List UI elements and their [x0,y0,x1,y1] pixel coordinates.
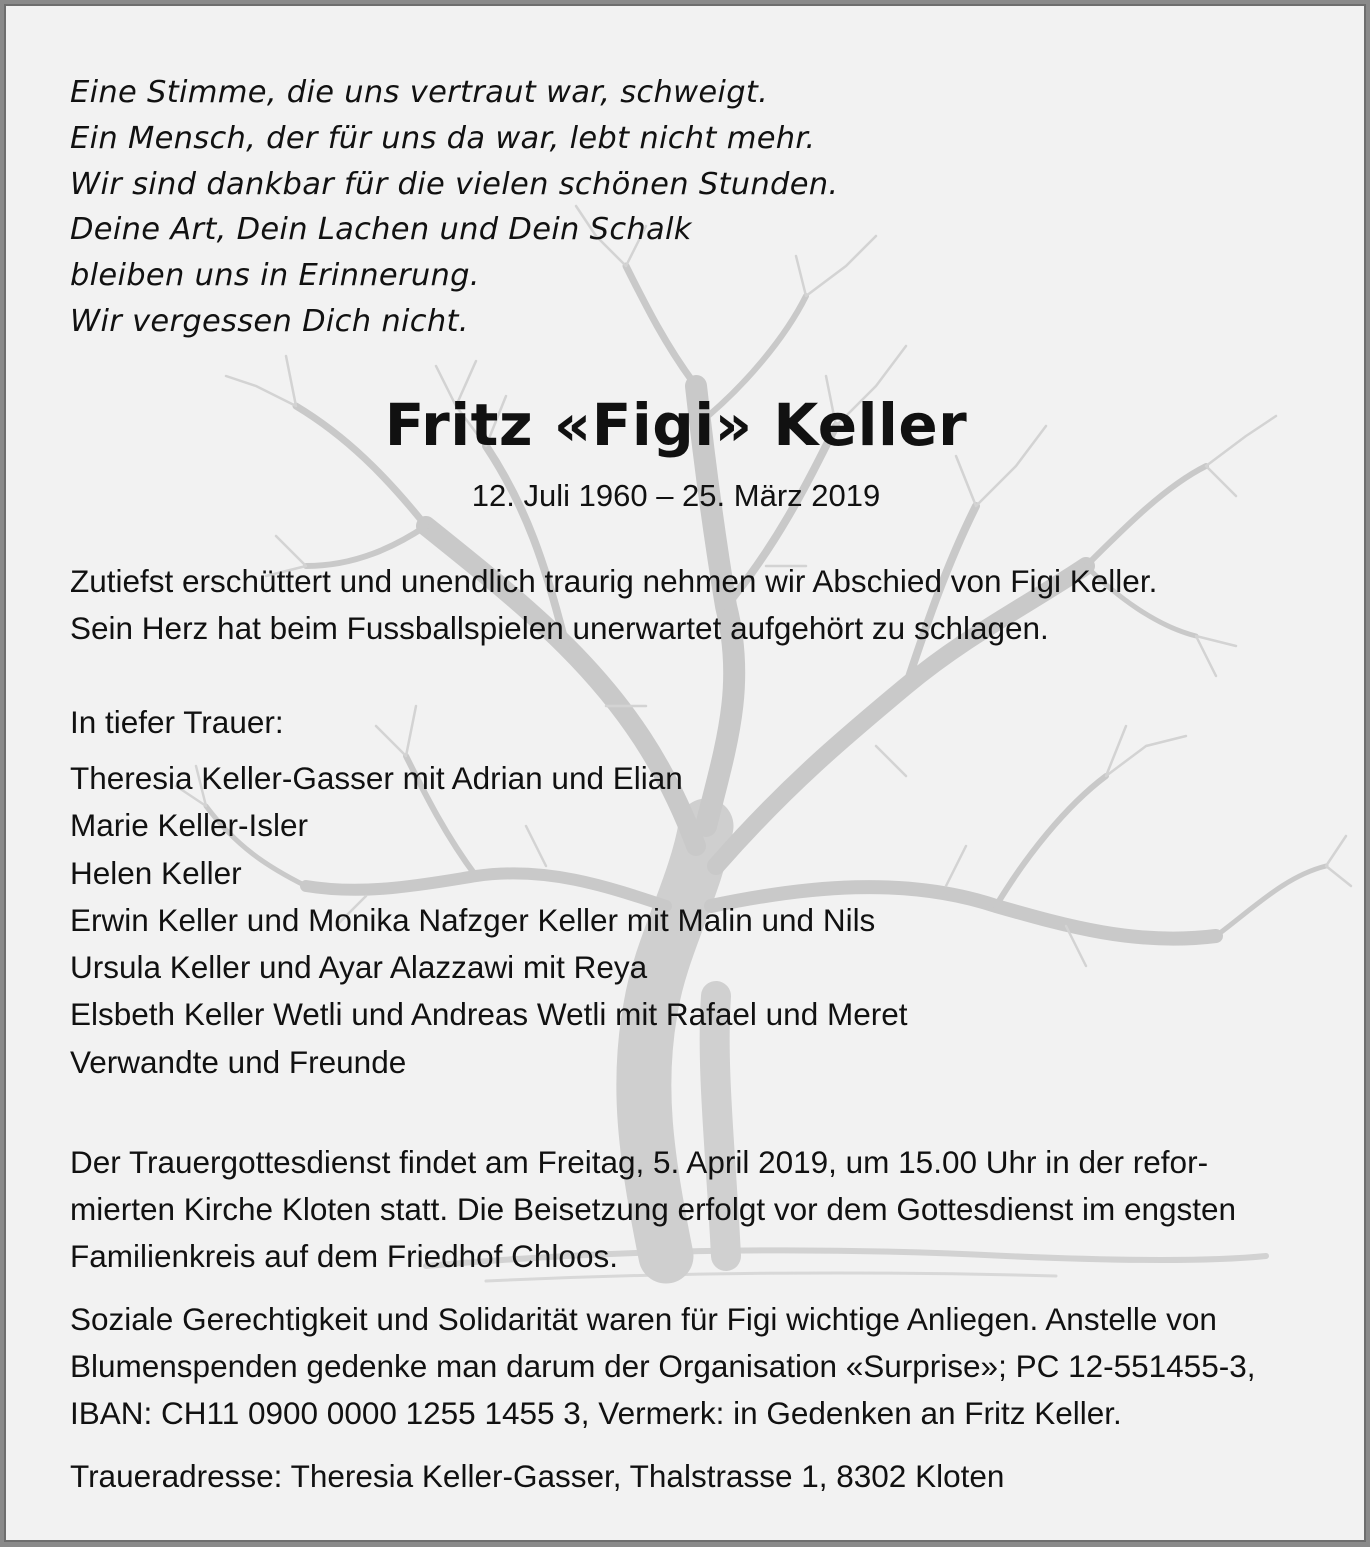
mourner-item: Marie Keller-Isler [70,807,309,844]
intro-line: Sein Herz hat beim Fussballspielen unerwartet aufgehört zu schlagen. [70,610,1049,646]
service-line: Familienkreis auf dem Friedhof Chloos. [70,1238,618,1274]
intro-line: Zutiefst erschüttert und unendlich traurig nehmen wir Abschied von Figi Keller. [70,563,1158,599]
life-dates: 12. Juli 1960 – 25. März 2019 [471,478,881,513]
mourners-list [70,755,908,1086]
donation-line: IBAN: CH11 0900 0000 1255 1455 3, Vermerk: in Gedenken an Fritz Keller. [70,1395,1122,1431]
poem-line: bleiben uns in Erinnerung. [70,258,480,294]
poem-line: Deine Art, Dein Lachen und Dein Schalk [70,212,692,248]
donation-paragraph [70,1296,1255,1437]
obituary-notice [4,4,1366,1542]
deceased-name: Fritz «Figi» Keller [384,391,968,459]
poem-line: Wir sind dankbar für die vielen schönen Stunden. [70,166,839,202]
donation-line: Soziale Gerechtigkeit und Solidarität waren für Figi wichtige Anliegen. Anstelle von [70,1301,1217,1337]
poem-line: Wir vergessen Dich nicht. [70,303,469,339]
mourner-item: Ursula Keller und Ayar Alazzawi mit Reya [70,949,648,986]
service-paragraph [70,1139,1236,1280]
donation-line: Blumenspenden gedenke man darum der Organisation «Surprise»; PC 12-551455-3, [70,1348,1256,1384]
mourning-address: Traueradresse: Theresia Keller-Gasser, Thalstrasse 1, 8302 Kloten [70,1458,1005,1494]
poem-line: Ein Mensch, der für uns da war, lebt nicht mehr. [70,120,816,156]
mourner-item: Elsbeth Keller Wetli und Andreas Wetli mit Rafael und Meret [70,996,908,1033]
service-line: mierten Kirche Kloten statt. Die Beisetzung erfolgt vor dem Gottesdienst im engsten [70,1191,1237,1227]
mourning-heading: In tiefer Trauer: [70,704,284,740]
service-line: Der Trauergottesdienst findet am Freitag, 5. April 2019, um 15.00 Uhr in der refor- [70,1144,1209,1180]
poem-line: Eine Stimme, die uns vertraut war, schweigt. [70,75,769,110]
mourner-item: Verwandte und Freunde [70,1043,407,1080]
poem [70,70,838,345]
mourner-item: Helen Keller [70,854,242,891]
mourner-item: Theresia Keller-Gasser mit Adrian und Elian [70,760,683,796]
intro-paragraph [70,558,1157,652]
mourner-item: Erwin Keller und Monika Nafzger Keller mit Malin und Nils [70,901,876,938]
